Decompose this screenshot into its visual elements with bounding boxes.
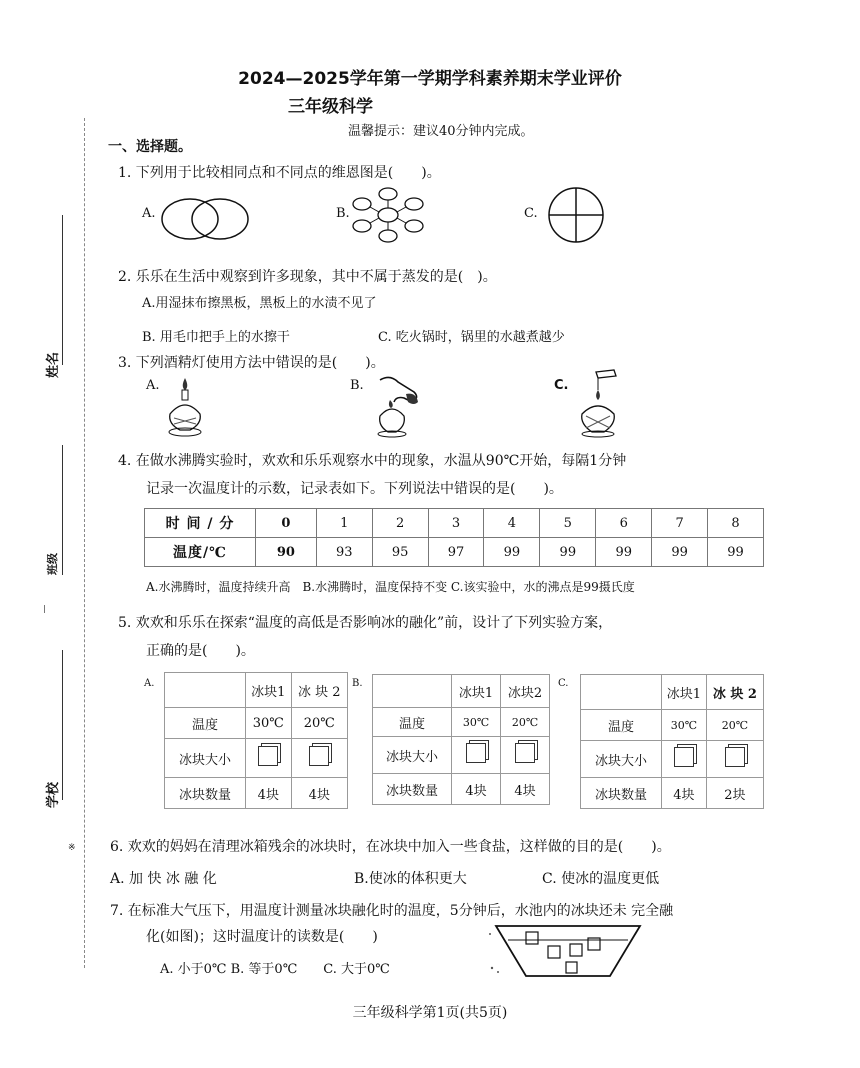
q7-text-line1: 7. 在标准大气压下，用温度计测量冰块融化时的温度，5分钟后，水池内的冰块还未 完全融 (110, 903, 674, 919)
row-header: 冰块数量 (373, 774, 452, 805)
ice-cube-icon (309, 746, 329, 766)
school-label: 学校 (46, 781, 61, 808)
count-cell: 4块 (501, 774, 550, 805)
ice-basin-icon (488, 922, 648, 980)
class-fill-line (62, 445, 63, 575)
venn-diagram-icon (160, 196, 252, 242)
temperature-cell: 90 (256, 538, 317, 567)
temperature-cell: 95 (372, 538, 428, 567)
bubble-map-icon (348, 186, 428, 244)
count-cell: 2块 (706, 778, 763, 809)
row-header: 温度 (581, 710, 662, 741)
q3-option-b-label: B. (350, 378, 364, 393)
q1-option-c-label: C. (524, 206, 538, 221)
temperature-cell: 93 (316, 538, 372, 567)
temperature-cell: 99 (708, 538, 764, 567)
alcohol-lamp-a-icon (160, 374, 210, 438)
row-header: 冰块大小 (581, 741, 662, 778)
margin-mark: ※ (68, 843, 76, 853)
temperature-cell: 97 (428, 538, 484, 567)
temp-cell: 30℃ (452, 708, 501, 737)
temperature-cell: 99 (484, 538, 540, 567)
time-cell: 0 (256, 509, 317, 538)
q1-text: 1. 下列用于比较相同点和不同点的维恩图是( )。 (118, 165, 441, 181)
row-header: 冰块数量 (165, 778, 246, 809)
q4-text-line1: 4. 在做水沸腾实验时，欢欢和乐乐观察水中的现象，水温从90℃开始，每隔1分钟 (118, 453, 627, 469)
boiling-record-table (144, 508, 764, 567)
ice-cube-icon (466, 743, 486, 763)
count-cell: 4块 (662, 778, 707, 809)
ice-cube-icon (515, 743, 535, 763)
class-label: 班级 (46, 553, 59, 575)
temperature-cell: 99 (596, 538, 652, 567)
alcohol-lamp-c-icon (572, 368, 626, 438)
q2-option-a: A.用湿抹布擦黑板，黑板上的水渍不见了 (142, 296, 377, 311)
q6-option-c: C. 使冰的温度更低 (542, 871, 660, 887)
temperature-row (145, 538, 764, 567)
row-header: 温度 (165, 708, 246, 739)
q5-table-c-label: C. (558, 678, 569, 689)
binding-dashed-line (84, 118, 85, 968)
name-fill-line (62, 215, 63, 365)
q5-table-b (372, 674, 550, 805)
q3-text: 3. 下列酒精灯使用方法中错误的是( )。 (118, 355, 385, 371)
temperature-header: 温度/℃ (145, 538, 256, 567)
q5-table-a-label: A. (144, 678, 155, 689)
temp-cell: 30℃ (246, 708, 292, 739)
exam-subtitle: 三年级科学 (288, 97, 373, 117)
ice-cube-icon (725, 747, 745, 767)
col-header: 冰 块 2 (291, 673, 347, 708)
q1-option-a-label: A. (142, 206, 156, 221)
q7-text-line2: 化(如图)；这时温度计的读数是( ) (146, 929, 378, 945)
q2-option-b: B. 用毛巾把手上的水擦干 (142, 330, 290, 345)
school-fill-line (62, 650, 63, 800)
time-cell: 3 (428, 509, 484, 538)
ice-cube-icon (258, 746, 278, 766)
time-cell: 1 (316, 509, 372, 538)
temp-cell: 20℃ (501, 708, 550, 737)
exam-hint: 温馨提示：建议40分钟内完成。 (348, 124, 534, 139)
temp-cell: 20℃ (291, 708, 347, 739)
count-cell: 4块 (246, 778, 292, 809)
circle-quadrant-icon (544, 186, 608, 244)
section-heading: 一、选择题。 (108, 139, 192, 155)
q5-text-line2: 正确的是( )。 (146, 643, 255, 659)
col-header: 冰块1 (452, 675, 501, 708)
q4-options: A.水沸腾时，温度持续升高 B.水沸腾时，温度保持不变 C.该实验中，水的沸点是99摄氏度 (146, 580, 635, 594)
page-footer: 三年级科学第1页(共5页) (352, 1005, 508, 1021)
time-cell: 5 (540, 509, 596, 538)
q3-option-c-label: C. (554, 378, 569, 393)
count-cell: 4块 (291, 778, 347, 809)
col-header: 冰块1 (662, 675, 707, 710)
q5-table-c (580, 674, 764, 809)
time-cell: 6 (596, 509, 652, 538)
temp-cell: 20℃ (706, 710, 763, 741)
time-cell: 8 (708, 509, 764, 538)
col-header: 冰 块 2 (706, 675, 763, 710)
row-header: 冰块大小 (373, 737, 452, 774)
row-header: 冰块大小 (165, 739, 246, 778)
temperature-cell: 99 (540, 538, 596, 567)
q6-option-a: A. 加 快 冰 融 化 (110, 871, 217, 887)
time-row (145, 509, 764, 538)
margin-tick (44, 605, 45, 613)
q3-option-a-label: A. (146, 378, 160, 393)
time-cell: 7 (652, 509, 708, 538)
temperature-cell: 99 (652, 538, 708, 567)
row-header: 冰块数量 (581, 778, 662, 809)
q7-options: A. 小于0℃ B. 等于0℃ C. 大于0℃ (160, 962, 390, 977)
q1-option-b-label: B. (336, 206, 350, 221)
time-cell: 4 (484, 509, 540, 538)
count-cell: 4块 (452, 774, 501, 805)
name-label: 姓名 (46, 351, 61, 378)
ice-cube-icon (674, 747, 694, 767)
alcohol-lamp-b-icon (368, 372, 428, 438)
q6-text: 6. 欢欢的妈妈在清理冰箱残余的冰块时，在冰块中加入一些食盐，这样做的目的是( )。 (110, 839, 671, 855)
exam-title: 2024—2025学年第一学期学科素养期末学业评价 (238, 69, 622, 89)
row-header: 温度 (373, 708, 452, 737)
time-header: 时 间 / 分 (145, 509, 256, 538)
q5-text-line1: 5. 欢欢和乐乐在探索“温度的高低是否影响冰的融化”前，设计了下列实验方案， (118, 615, 613, 631)
q2-text: 2. 乐乐在生活中观察到许多现象，其中不属于蒸发的是( )。 (118, 269, 497, 285)
q5-table-a (164, 672, 348, 809)
q4-text-line2: 记录一次温度计的示数，记录表如下。下列说法中错误的是( )。 (146, 481, 563, 497)
temp-cell: 30℃ (662, 710, 707, 741)
col-header: 冰块2 (501, 675, 550, 708)
q5-table-b-label: B. (352, 678, 363, 689)
time-cell: 2 (372, 509, 428, 538)
q6-option-b: B.使冰的体积更大 (354, 871, 467, 887)
q2-option-c: C. 吃火锅时，锅里的水越煮越少 (378, 330, 565, 345)
col-header: 冰块1 (246, 673, 292, 708)
